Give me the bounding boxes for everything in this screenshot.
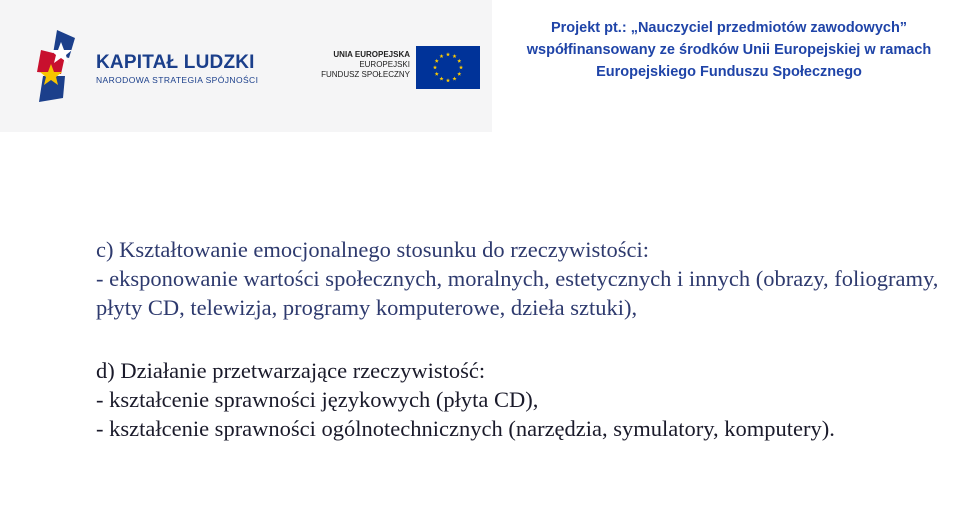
section-d-heading: d) Działanie przetwarzające rzeczywistość: [96,358,486,383]
project-line-2: współfinansowany ze środków Unii Europejskiej w ramach [526,42,932,58]
project-header [498,17,960,83]
project-line-3: Europejskiego Funduszu Społecznego [596,64,862,80]
slide-content [96,235,946,443]
section-d-item-1: - kształcenie sprawności językowych (płyta CD), [96,387,539,412]
eu-line-1: UNIA EUROPEJSKA [333,50,410,59]
kapital-ludzki-logo-icon [35,28,95,108]
kapital-ludzki-title: KAPITAŁ LUDZKI [96,52,255,73]
spacer [96,322,946,356]
project-line-1: Projekt pt.: „Nauczyciel przedmiotów zawodowych” [550,20,908,36]
logo-band [0,0,492,132]
eu-logo-text [318,50,410,80]
eu-flag-icon [416,46,480,89]
section-c-item: - eksponowanie wartości społecznych, moralnych, estetycznych i innych (obrazy, foliogramy, płyty CD, telewizja, programy komputerowe, dzieła sztuki), [96,266,939,320]
kapital-ludzki-subtitle: NARODOWA STRATEGIA SPÓJNOŚCI [96,75,259,85]
eu-line-3: FUNDUSZ SPOŁECZNY [321,70,410,79]
section-d-item-2: - kształcenie sprawności ogólnotechnicznych (narzędzia, symulatory, komputery). [96,416,835,441]
kapital-ludzki-text [96,52,258,86]
eu-line-2: EUROPEJSKI [359,60,410,69]
section-c-heading: c) Kształtowanie emocjonalnego stosunku do rzeczywistości: [96,237,649,262]
